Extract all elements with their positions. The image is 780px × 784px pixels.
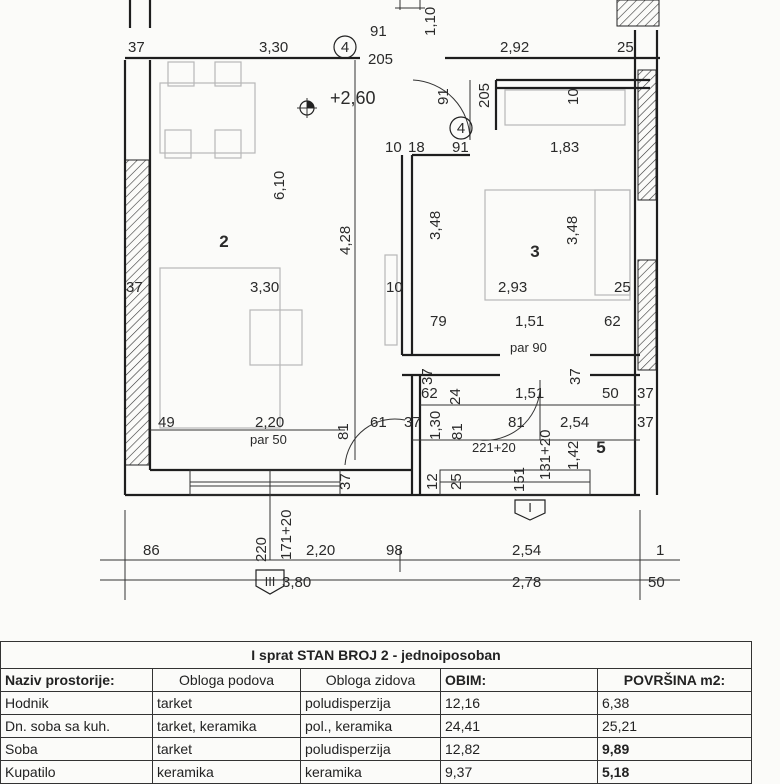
dim-label: 91 [452, 139, 469, 156]
door-swings [345, 80, 540, 465]
dim-label: 2,20 [306, 542, 336, 559]
dim-label: 37 [637, 385, 654, 402]
dim-label: 62 [604, 313, 621, 330]
dim-label: 205 [476, 82, 493, 108]
cell-walls: pol., keramika [301, 715, 441, 738]
dim-label: 1,10 [422, 6, 439, 36]
table-row [1, 692, 752, 715]
dim-label: 151 [511, 466, 528, 492]
room-number: 2 [219, 232, 229, 251]
dim-label: 79 [430, 313, 447, 330]
dim-label: 6,10 [271, 170, 288, 200]
dim-label: 131+20 [537, 429, 554, 480]
dim-label: 1,51 [515, 313, 545, 330]
dim-label: 1,83 [550, 139, 580, 156]
dim-label: 37 [337, 473, 354, 490]
cell-perimeter: 12,16 [441, 692, 598, 715]
dim-label: 2,54 [512, 542, 542, 559]
cell-area: 9,89 [598, 738, 752, 761]
dim-label: 18 [408, 139, 425, 156]
dim-label: 81 [449, 423, 466, 440]
cell-area: 6,38 [598, 692, 752, 715]
dim-label: 3,30 [259, 39, 289, 56]
dim-label: 24 [447, 388, 464, 405]
table-row [1, 761, 752, 784]
elevation-label: +2,60 [330, 88, 376, 108]
header-name: Naziv prostorije: [1, 669, 153, 692]
section-marker-label: III [264, 574, 276, 589]
header-floor: Obloga podova [153, 669, 301, 692]
dim-label: 10 [385, 139, 402, 156]
cell-name: Kupatilo [1, 761, 153, 784]
dim-label: par 90 [510, 340, 547, 355]
table-row [1, 715, 752, 738]
elevation-marker [297, 98, 317, 118]
door-marker-label: 4 [340, 39, 350, 56]
dim-label: 221+20 [472, 440, 516, 455]
windows [190, 470, 590, 495]
cell-floor: keramika [153, 761, 301, 784]
cell-name: Soba [1, 738, 153, 761]
dim-label: 25 [448, 473, 465, 490]
dim-label: 25 [614, 279, 631, 296]
dim-label: 10 [386, 279, 403, 296]
cell-area: 5,18 [598, 761, 752, 784]
dim-label: par 50 [250, 432, 287, 447]
cell-floor: tarket [153, 738, 301, 761]
dim-label: 37 [128, 39, 145, 56]
cell-name: Hodnik [1, 692, 153, 715]
dim-label: 220 [253, 536, 270, 562]
dim-label: 205 [368, 51, 394, 68]
cell-area: 25,21 [598, 715, 752, 738]
dim-label: 3,48 [427, 210, 444, 240]
dim-label: 37 [419, 368, 436, 385]
dim-label: 61 [370, 414, 387, 431]
dim-label: 81 [335, 423, 352, 440]
dim-label: 91 [435, 88, 452, 105]
header-perimeter: OBIM: [441, 669, 598, 692]
dim-label: 10 [565, 88, 582, 105]
furniture-sketch [160, 62, 630, 428]
dim-label: 50 [602, 385, 619, 402]
header-area: POVRŠINA m2: [598, 669, 752, 692]
dim-label: 12 [424, 473, 441, 490]
dim-label: 37 [404, 414, 421, 431]
dim-label: 4,28 [337, 225, 354, 255]
dim-label: 2,92 [500, 39, 530, 56]
dim-label: 50 [648, 574, 665, 591]
dim-label: 81 [508, 414, 525, 431]
cell-floor: tarket, keramika [153, 715, 301, 738]
section-marker-label: I [528, 500, 532, 515]
table-row [1, 738, 752, 761]
dim-label: 2,78 [512, 574, 542, 591]
dim-label: 25 [617, 39, 634, 56]
cell-perimeter: 24,41 [441, 715, 598, 738]
cell-walls: keramika [301, 761, 441, 784]
table-title: I sprat STAN BROJ 2 - jednoiposoban [1, 642, 752, 669]
dim-label: 1,30 [427, 410, 444, 440]
cell-name: Dn. soba sa kuh. [1, 715, 153, 738]
upper-walls [130, 0, 659, 28]
dim-label: 2,54 [560, 414, 590, 431]
cell-perimeter: 9,37 [441, 761, 598, 784]
dim-label: 3,48 [564, 215, 581, 245]
dim-label: 2,20 [255, 414, 285, 431]
room-number: 3 [530, 242, 540, 261]
dim-label: 86 [143, 542, 160, 559]
dim-label: 37 [126, 279, 143, 296]
room-schedule-table [0, 641, 752, 784]
cell-perimeter: 12,82 [441, 738, 598, 761]
cell-walls: poludisperzija [301, 738, 441, 761]
dimension-labels [126, 7, 665, 591]
cell-walls: poludisperzija [301, 692, 441, 715]
dim-label: 171+20 [278, 509, 295, 560]
dim-label: 3,80 [282, 574, 312, 591]
cell-floor: tarket [153, 692, 301, 715]
room-number: 5 [596, 438, 606, 457]
dim-label: 98 [386, 542, 403, 559]
table-title-row [1, 642, 752, 669]
dim-label: 1 [656, 542, 665, 559]
dim-label: 2,93 [498, 279, 528, 296]
dim-label: 1,42 [565, 440, 582, 470]
dim-label: 3,30 [250, 279, 280, 296]
dim-label: 62 [421, 385, 438, 402]
dim-label: 1,51 [515, 385, 545, 402]
table-header-row [1, 669, 752, 692]
dim-label: 91 [370, 23, 387, 40]
door-marker-label: 4 [456, 120, 466, 137]
header-walls: Obloga zidova [301, 669, 441, 692]
dim-label: 37 [567, 368, 584, 385]
dim-label: 37 [637, 414, 654, 431]
dim-label: 49 [158, 414, 175, 431]
